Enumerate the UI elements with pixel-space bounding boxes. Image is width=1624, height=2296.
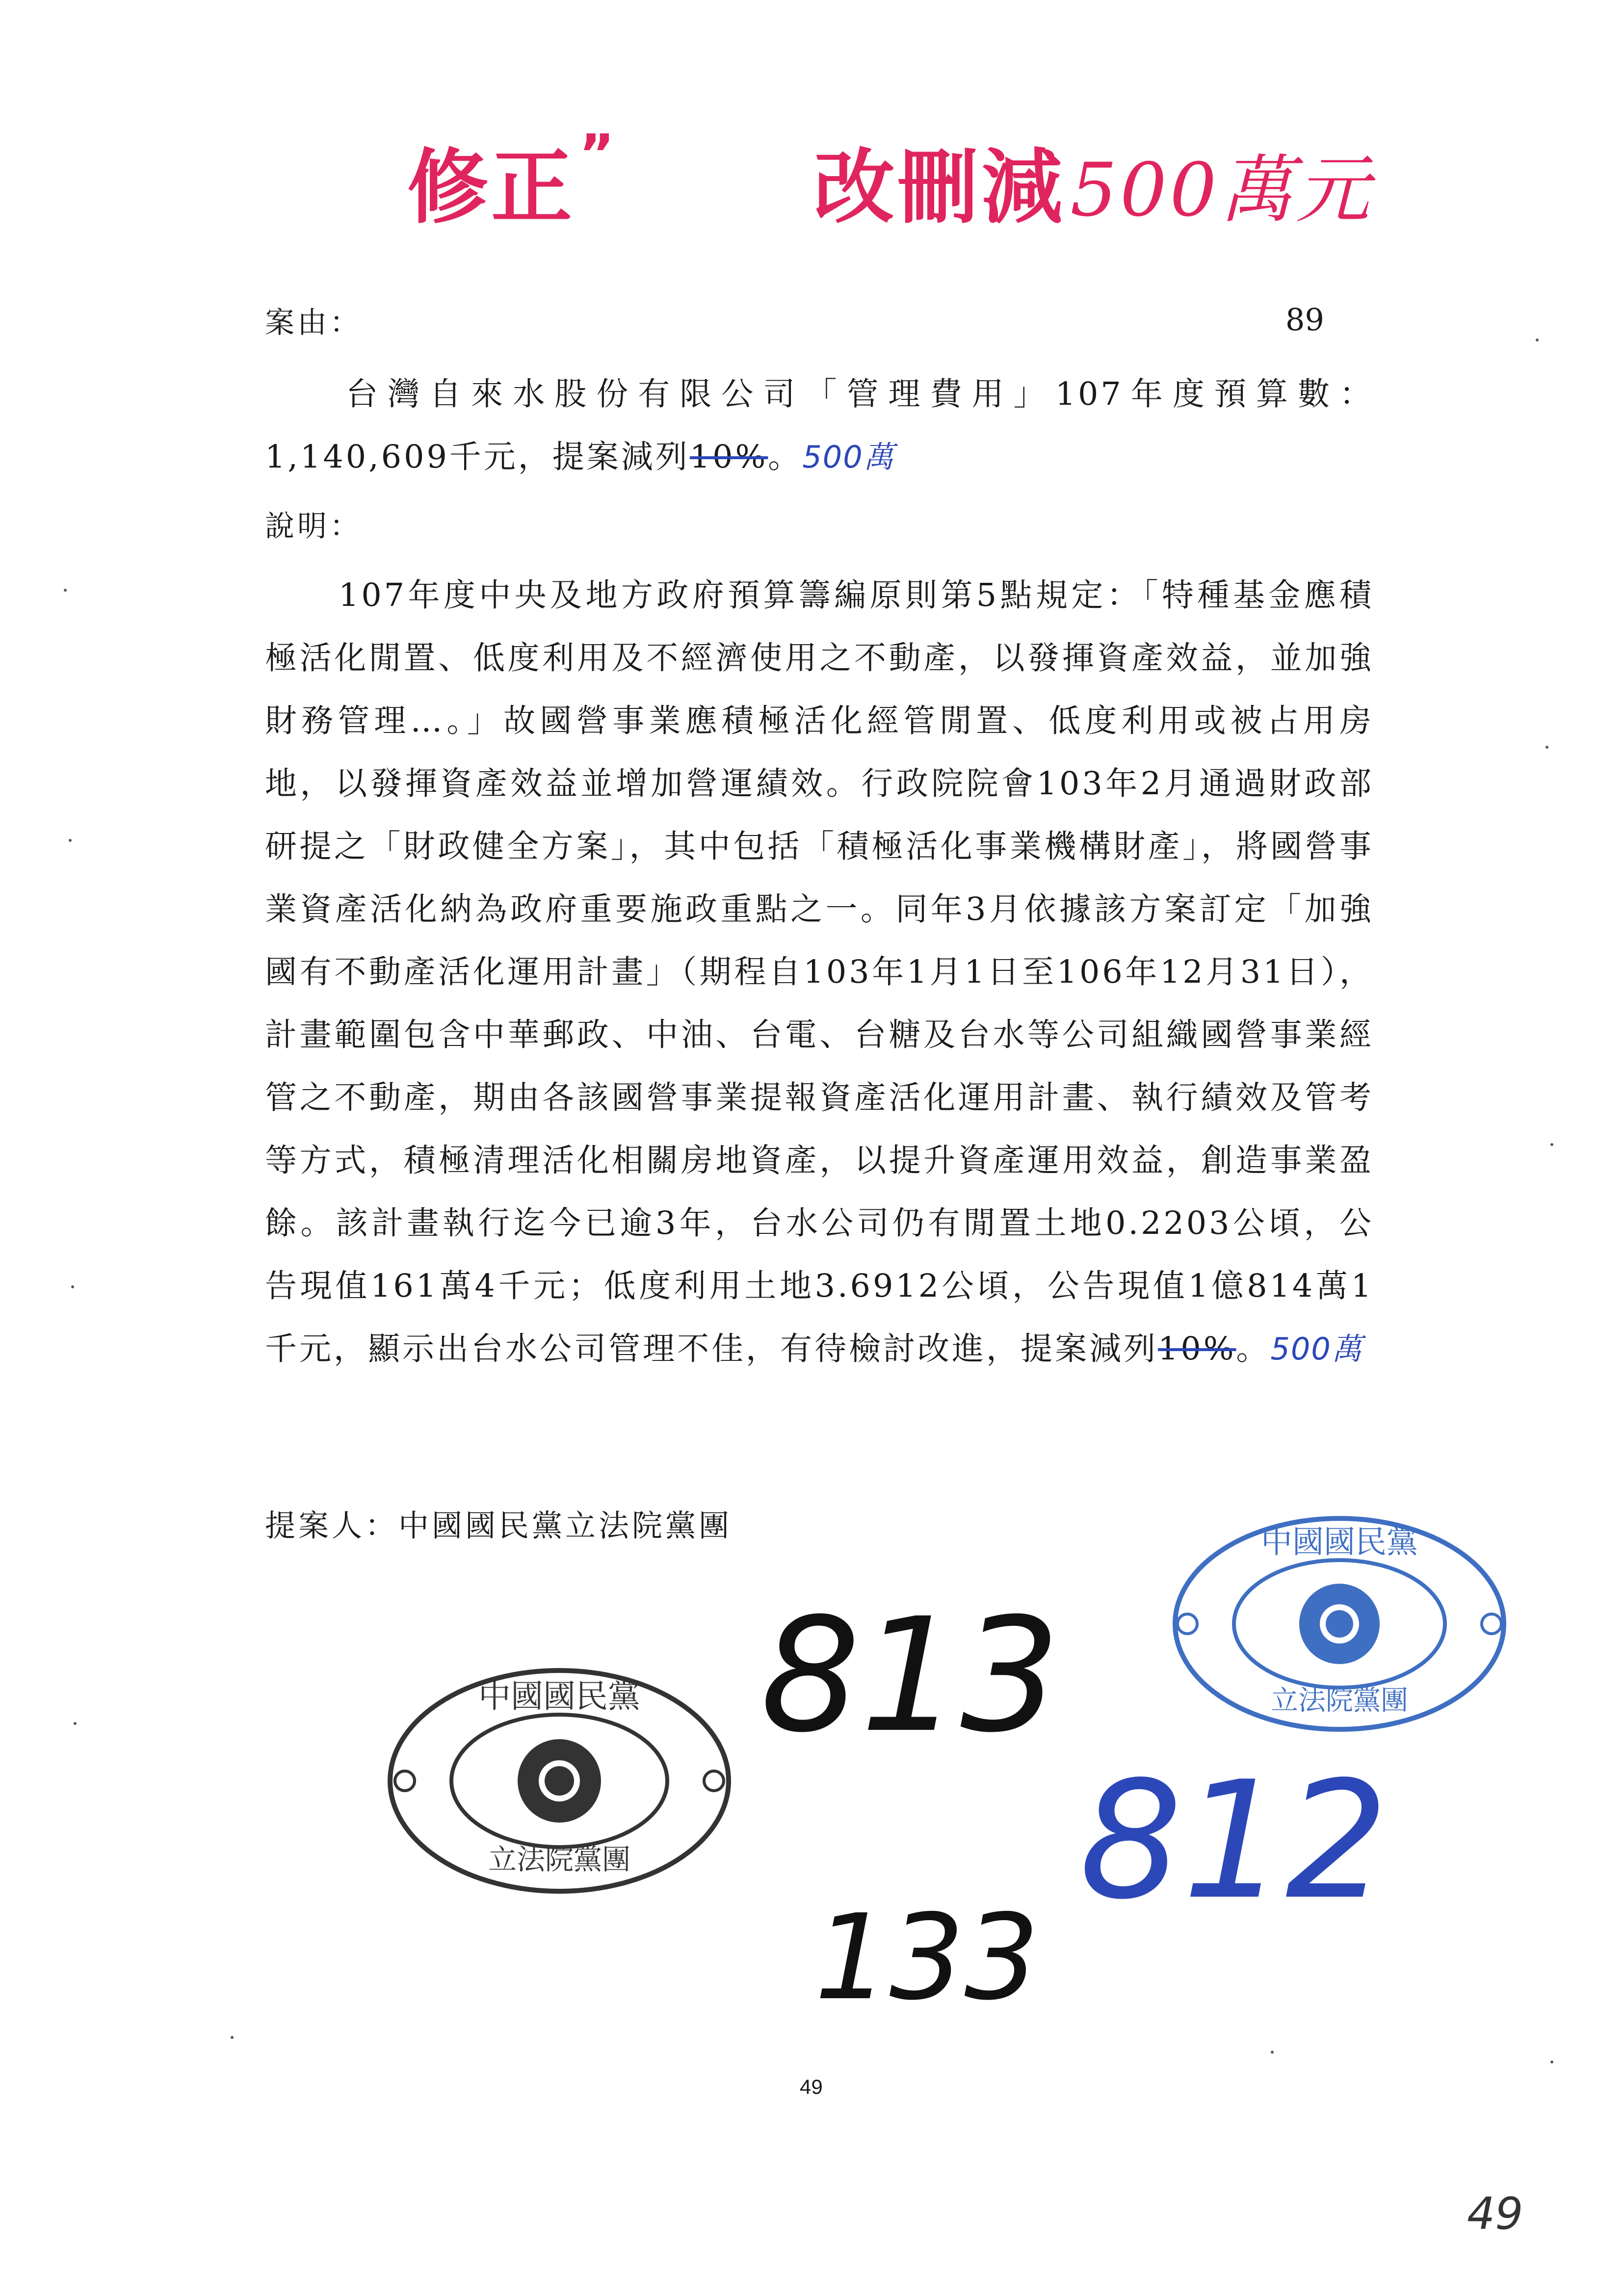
scan-speck [64,589,67,592]
handwritten-signature-1: 813 [760,1585,1060,1767]
stamp-right: 改刪減 [813,140,1066,235]
case-text-main: 台灣自來水股份有限公司「管理費用」107年度預算數：1,140,609千元，提案減列 [265,376,1374,475]
scan-speck [1550,2061,1553,2063]
proposer: 提案人：中國國民黨立法院黨團 [265,1508,733,1543]
svg-text:中國國民黨: 中國國民黨 [478,1677,640,1715]
explanation-text [265,564,1374,1381]
scan-speck [74,1722,77,1725]
scan-speck [1271,2051,1274,2054]
explain-label: 說明： [265,509,362,544]
stamp-left: 修正” [407,123,618,235]
explanation-end: 。 [1236,1331,1271,1367]
party-seal-blue [1168,1511,1511,1737]
explanation-main: 107年度中央及地方政府預算籌編原則第5點規定：「特種基金應積極活化閒置、低度利用及不經濟使用之不動產，以發揮資產效益，並加強財務管理…。」故國營事業應積極活化經管閒置、低度利用或被占用房地，以發揮資產效益並增加營運績效。行政院院會103年2月通過財政部研提之「財政健全方案」，其中包括「積極活化事業機構財產」，將國營事業資產活化納為政府重要施政重點之一。同年3月依據該方案訂定「加強國有不動產活化運用計畫」（期程自103年1月1日至106年12月31日），計畫範圍包含中華郵政、中油、台電、台糖及台水等公司組織國營事業經管之不動產，期由各該國營事業提報資產活化運用計畫、執行績效及管考等方式，積極清理活化相關房地資產，以提升資產運用效益，創造事業盈餘。該計畫執行迄今已逾3年，台水公司仍有閒置土地0.2203公頃，公告現值161萬4千元；低度利用土地3.6912公頃，公告現值1億814萬1千元，顯示出台水公司管理不佳，有待檢討改進，提案減列 [265,577,1374,1367]
scan-speck [1536,339,1539,341]
handwritten-number: 133 [814,1889,1040,2026]
case-number: 89 [1285,302,1324,338]
case-text-handwritten: 500萬 [802,439,895,475]
scan-speck [1545,746,1548,749]
case-label: 案由： [265,306,362,340]
svg-text:立法院黨團: 立法院黨團 [1271,1685,1408,1717]
explanation-struck: 10% [1158,1331,1236,1367]
page-number-handwritten: 49 [1467,2188,1523,2240]
scan-speck [1550,1143,1553,1146]
case-text-end: 。 [768,439,803,475]
scan-speck [71,1285,74,1288]
scan-speck [69,839,72,842]
case-text-struck: 10% [689,439,768,475]
handwritten-signature-2: 812 [1079,1747,1388,1935]
svg-text:立法院黨團: 立法院黨團 [488,1843,631,1876]
case-text [265,363,1374,489]
page-number: 49 [800,2075,823,2098]
party-seal-grey [383,1663,736,1899]
correction-stamp [407,123,1373,239]
explanation-handwritten: 500萬 [1270,1331,1363,1367]
stamp-amount: 500萬元 [1070,148,1373,233]
scan-speck [231,2036,234,2039]
svg-text:中國國民黨: 中國國民黨 [1261,1524,1418,1561]
